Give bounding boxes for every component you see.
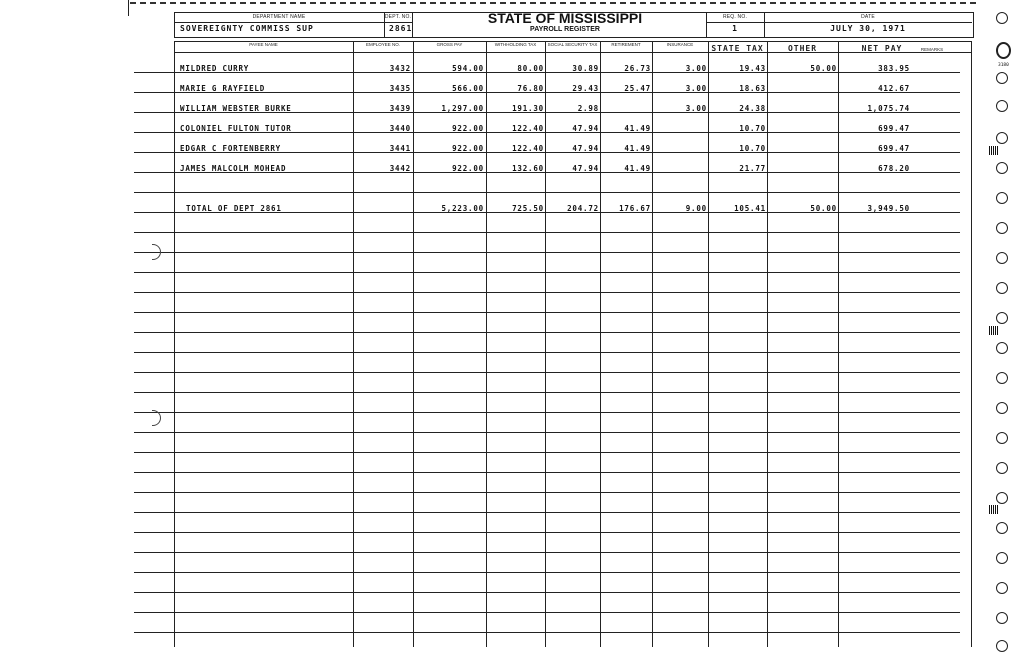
ruled-line xyxy=(134,312,960,313)
ruled-line xyxy=(134,632,960,633)
col-state-tax: STATE TAX xyxy=(711,44,764,53)
sprocket-hole xyxy=(996,132,1008,144)
col-insurance: INSURANCE xyxy=(666,42,694,47)
row-social-security-tax: 29.43 xyxy=(572,84,599,93)
row-insurance: 3.00 xyxy=(685,104,707,113)
ruled-line xyxy=(134,612,960,613)
ruled-line xyxy=(134,592,960,593)
row-social-security-tax: 47.94 xyxy=(572,164,599,173)
row-gross-pay: 566.00 xyxy=(452,84,484,93)
total-withholding-tax: 725.50 xyxy=(512,204,544,213)
row-withholding-tax: 76.80 xyxy=(517,84,544,93)
row-gross-pay: 1,297.00 xyxy=(441,104,484,113)
row-payee-name: COLONIEL FULTON TUTOR xyxy=(180,124,292,133)
row-state-tax: 24.38 xyxy=(739,104,766,113)
sprocket-hole xyxy=(996,252,1008,264)
row-withholding-tax: 132.60 xyxy=(512,164,544,173)
sprocket-hole xyxy=(996,12,1008,24)
row-state-tax: 19.43 xyxy=(739,64,766,73)
row-employee-no: 3441 xyxy=(389,144,411,153)
total-state-tax: 105.41 xyxy=(734,204,766,213)
row-employee-no: 3435 xyxy=(389,84,411,93)
sprocket-hole xyxy=(996,312,1008,324)
row-retirement: 41.49 xyxy=(624,124,651,133)
sprocket-hole xyxy=(996,192,1008,204)
row-withholding-tax: 191.30 xyxy=(512,104,544,113)
ruled-line xyxy=(134,552,960,553)
col-withholding-tax: WITHHOLDING TAX xyxy=(494,42,537,47)
ruled-line xyxy=(134,232,960,233)
row-withholding-tax: 122.40 xyxy=(512,124,544,133)
date-label: DATE xyxy=(861,14,875,20)
row-retirement: 25.47 xyxy=(624,84,651,93)
dept-no-label: DEPT. NO. xyxy=(384,14,412,20)
total-social-security-tax: 204.72 xyxy=(567,204,599,213)
row-payee-name: EDGAR C FORTENBERRY xyxy=(180,144,281,153)
row-employee-no: 3440 xyxy=(389,124,411,133)
col-social-security-tax: SOCIAL SECURITY TAX xyxy=(547,42,598,47)
sprocket-hole xyxy=(996,640,1008,652)
sprocket-hole xyxy=(996,552,1008,564)
row-payee-name: WILLIAM WEBSTER BURKE xyxy=(180,104,292,113)
ruled-line xyxy=(134,452,960,453)
col-net-pay: NET PAY xyxy=(861,44,903,53)
scan-mark xyxy=(989,146,998,155)
scan-mark xyxy=(989,505,998,514)
col-payee-name: PAYEE NAME xyxy=(249,42,278,47)
ruled-line xyxy=(134,352,960,353)
sprocket-hole xyxy=(996,162,1008,174)
sprocket-hole xyxy=(996,100,1008,112)
sprocket-hole xyxy=(996,462,1008,474)
row-social-security-tax: 47.94 xyxy=(572,144,599,153)
total-retirement: 176.67 xyxy=(619,204,651,213)
row-net-pay: 699.47 xyxy=(878,144,910,153)
department-name-label: DEPARTMENT NAME xyxy=(252,14,306,20)
row-net-pay: 383.95 xyxy=(878,64,910,73)
ruled-line xyxy=(134,252,960,253)
punch-hole-left-upper xyxy=(152,244,161,260)
row-employee-no: 3439 xyxy=(389,104,411,113)
row-gross-pay: 922.00 xyxy=(452,124,484,133)
row-insurance: 3.00 xyxy=(685,64,707,73)
col-employee-no: EMPLOYEE NO. xyxy=(365,42,400,47)
total-net-pay: 3,949.50 xyxy=(867,204,910,213)
date: JULY 30, 1971 xyxy=(830,24,906,33)
ruled-line xyxy=(134,292,960,293)
row-other: 50.00 xyxy=(810,64,837,73)
row-payee-name: JAMES MALCOLM MOHEAD xyxy=(180,164,287,173)
scan-mark xyxy=(989,326,998,335)
row-employee-no: 3442 xyxy=(389,164,411,173)
ruled-line xyxy=(134,332,960,333)
total-other: 50.00 xyxy=(810,204,837,213)
row-retirement: 41.49 xyxy=(624,164,651,173)
dept-no: 2861 xyxy=(389,24,413,33)
left-edge-mark xyxy=(128,0,129,16)
ruled-line xyxy=(134,432,960,433)
form-subtitle: PAYROLL REGISTER xyxy=(530,26,600,33)
row-gross-pay: 594.00 xyxy=(452,64,484,73)
sprocket-hole xyxy=(996,282,1008,294)
sprocket-hole xyxy=(996,612,1008,624)
total-insurance: 9.00 xyxy=(685,204,707,213)
row-gross-pay: 922.00 xyxy=(452,164,484,173)
ruled-line xyxy=(134,572,960,573)
total-gross-pay: 5,223.00 xyxy=(441,204,484,213)
row-employee-no: 3432 xyxy=(389,64,411,73)
row-state-tax: 10.70 xyxy=(739,144,766,153)
row-payee-name: MILDRED CURRY xyxy=(180,64,250,73)
req-no-label: REQ. NO. xyxy=(722,14,748,20)
row-withholding-tax: 122.40 xyxy=(512,144,544,153)
sprocket-hole xyxy=(996,522,1008,534)
row-withholding-tax: 80.00 xyxy=(517,64,544,73)
sprocket-hole xyxy=(996,222,1008,234)
total-label: TOTAL OF DEPT 2861 xyxy=(186,204,282,213)
row-net-pay: 1,075.74 xyxy=(867,104,910,113)
ruled-line xyxy=(134,372,960,373)
row-net-pay: 412.67 xyxy=(878,84,910,93)
row-state-tax: 10.70 xyxy=(739,124,766,133)
row-state-tax: 21.77 xyxy=(739,164,766,173)
margin-note: 3180 xyxy=(998,63,1009,68)
row-retirement: 26.73 xyxy=(624,64,651,73)
row-payee-name: MARIE G RAYFIELD xyxy=(180,84,266,93)
form-title: STATE OF MISSISSIPPI xyxy=(487,10,643,26)
sprocket-hole xyxy=(996,72,1008,84)
row-gross-pay: 922.00 xyxy=(452,144,484,153)
col-gross-pay: GROSS PAY xyxy=(436,42,463,47)
col-other: OTHER xyxy=(787,44,818,53)
row-net-pay: 699.47 xyxy=(878,124,910,133)
sprocket-hole xyxy=(996,582,1008,594)
row-social-security-tax: 47.94 xyxy=(572,124,599,133)
ruled-line xyxy=(134,392,960,393)
ruled-line xyxy=(134,532,960,533)
ruled-line xyxy=(134,192,960,193)
sprocket-hole xyxy=(996,402,1008,414)
col-retirement: RETIREMENT xyxy=(611,42,641,47)
sprocket-hole xyxy=(996,42,1011,59)
row-retirement: 41.49 xyxy=(624,144,651,153)
ruled-line xyxy=(134,512,960,513)
row-insurance: 3.00 xyxy=(685,84,707,93)
row-net-pay: 678.20 xyxy=(878,164,910,173)
col-remarks: REMARKS xyxy=(920,47,944,52)
sprocket-hole xyxy=(996,492,1008,504)
sprocket-hole xyxy=(996,432,1008,444)
tear-line xyxy=(130,2,976,4)
req-no: 1 xyxy=(732,24,738,33)
row-social-security-tax: 30.89 xyxy=(572,64,599,73)
row-social-security-tax: 2.98 xyxy=(577,104,599,113)
ruled-line xyxy=(134,272,960,273)
ruled-line xyxy=(134,492,960,493)
row-state-tax: 18.63 xyxy=(739,84,766,93)
ruled-line xyxy=(134,412,960,413)
ruled-line xyxy=(134,472,960,473)
sprocket-hole xyxy=(996,342,1008,354)
department-name: SOVEREIGNTY COMMISS SUP xyxy=(180,24,314,33)
sprocket-hole xyxy=(996,372,1008,384)
